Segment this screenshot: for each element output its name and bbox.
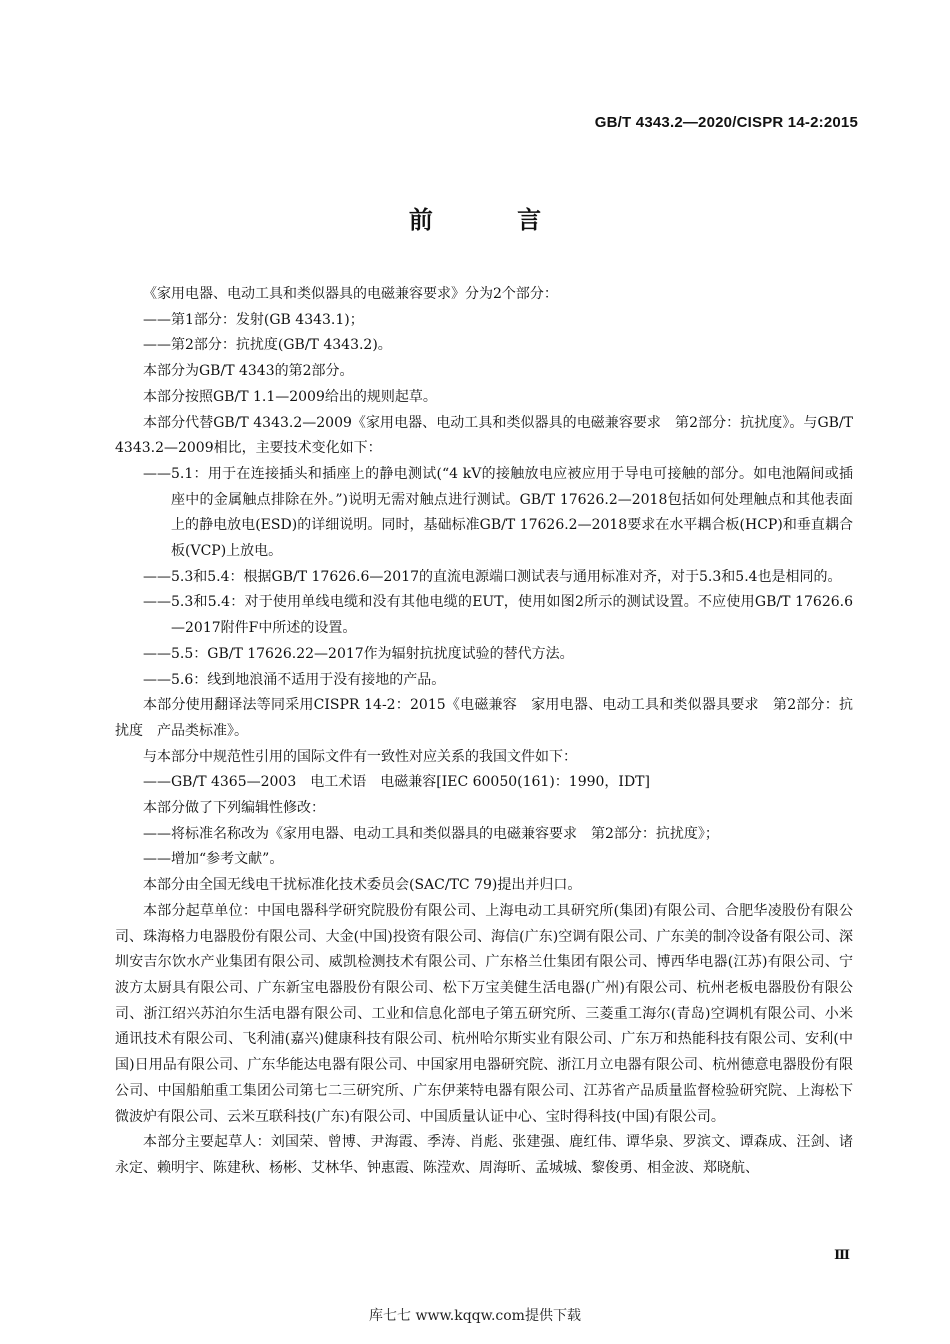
page-title: 前 言 bbox=[408, 206, 580, 234]
page-number: Ⅲ bbox=[834, 1248, 850, 1263]
paragraph: 与本部分中规范性引用的国际文件有一致性对应关系的我国文件如下： bbox=[143, 748, 577, 765]
paragraph: 本部分为GB/T 4343的第2部分。 bbox=[143, 363, 354, 380]
paragraph: 本部分代替GB/T 4343.2—2009《家用电器、电动工具和类似器具的电磁兼容要求 第2部分：抗扰度》。与GB/T 4343.2—2009相比，主要技术变化如下： bbox=[115, 414, 853, 457]
list-item: ——5.6：线到地浪涌不适用于没有接地的产品。 bbox=[143, 671, 446, 688]
document-body bbox=[115, 282, 853, 1182]
paragraph: 本部分按照GB/T 1.1—2009给出的规则起草。 bbox=[143, 388, 437, 405]
list-item: ——第2部分：抗扰度(GB/T 4343.2)。 bbox=[143, 337, 392, 354]
list-item: ——5.5：GB/T 17626.22—2017作为辐射抗扰度试验的替代方法。 bbox=[143, 645, 574, 662]
list-item: ——GB/T 4365—2003 电工术语 电磁兼容[IEC 60050(161)：1990，IDT] bbox=[143, 774, 650, 791]
download-footer: 库七七 www.kqqw.com提供下载 bbox=[369, 1308, 581, 1324]
paragraph: 本部分做了下列编辑性修改： bbox=[143, 800, 325, 817]
list-item: ——5.3和5.4：对于使用单线电缆和没有其他电缆的EUT，使用如图2所示的测试设置。不应使用GB/T 17626.6—2017附件F中所述的设置。 bbox=[143, 594, 853, 637]
paragraph: 本部分主要起草人：刘国荣、曾博、尹海霞、季涛、肖彪、张建强、鹿红伟、谭华泉、罗滨文、谭森成、汪剑、诸永定、赖明宇、陈建秋、杨彬、艾林华、钟惠霞、陈滢欢、周海昕、孟城城、黎俊勇、相金波、郑晓航、 bbox=[115, 1134, 853, 1176]
list-item: ——增加“参考文献”。 bbox=[143, 851, 284, 868]
list-item: ——第1部分：发射(GB 4343.1)； bbox=[143, 311, 364, 328]
standard-code: GB/T 4343.2—2020/CISPR 14-2:2015 bbox=[594, 114, 858, 131]
list-item: ——将标准名称改为《家用电器、电动工具和类似器具的电磁兼容要求 第2部分：抗扰度》； bbox=[143, 825, 719, 842]
paragraph: 本部分起草单位：中国电器科学研究院股份有限公司、上海电动工具研究所(集团)有限公司、合肥华凌股份有限公司、珠海格力电器股份有限公司、大金(中国)投资有限公司、海信(广东)空调有限公司、广东美的制冷设备有限公司、深圳安吉尔饮水产业集团有限公司、威凯检测技术有限公司、广东格兰仕集团有限公司、博西华电器(江苏)有限公司、宁波方太厨具有限公司、广东新宝电器股份有限公司、松下万宝美健生活电器(广州)有限公司、杭州老板电器股份有限公司、浙江绍兴苏泊尔生活电器有限公司、工业和信息化部电子第五研究所、三菱重工海尔(青岛)空调机有限公司、小米通讯技术有限公司、飞利浦(嘉兴)健康科技有限公司、杭州哈尔斯实业有限公司、广东万和热能科技有限公司、安利(中国)日用品有限公司、广东华能达电器有限公司、中国家用电器研究院、浙江月立电器有限公司、杭州德意电器股份有限公司、中国船舶重工集团公司第七二三研究所、广东伊莱特电器有限公司、江苏省产品质量监督检验研究院、上海松下微波炉有限公司、云米互联科技(广东)有限公司、中国质量认证中心、宝时得科技(中国)有限公司。 bbox=[115, 902, 853, 1125]
paragraph: 《家用电器、电动工具和类似器具的电磁兼容要求》分为2个部分： bbox=[143, 286, 558, 302]
list-item: ——5.1：用于在连接插头和插座上的静电测试(“4 kV的接触放电应被应用于导电可接触的部分。如电池隔间或插座中的金属触点排除在外。”)说明无需对触点进行测试。GB/T 17626.2—2018包括如何处理触点和其他表面上的静电放电(ESD)的详细说明。同时，基础标准GB/T 17626.2—2018要求在水平耦合板(HCP)和垂直耦合板(VCP)上放电。 bbox=[143, 465, 853, 560]
list-item: ——5.3和5.4：根据GB/T 17626.6—2017的直流电源端口测试表与通用标准对齐，对于5.3和5.4也是相同的。 bbox=[143, 568, 842, 585]
paragraph: 本部分使用翻译法等同采用CISPR 14-2：2015《电磁兼容 家用电器、电动工具和类似器具要求 第2部分：抗扰度 产品类标准》。 bbox=[115, 697, 853, 739]
paragraph: 本部分由全国无线电干扰标准化技术委员会(SAC/TC 79)提出并归口。 bbox=[143, 877, 582, 894]
